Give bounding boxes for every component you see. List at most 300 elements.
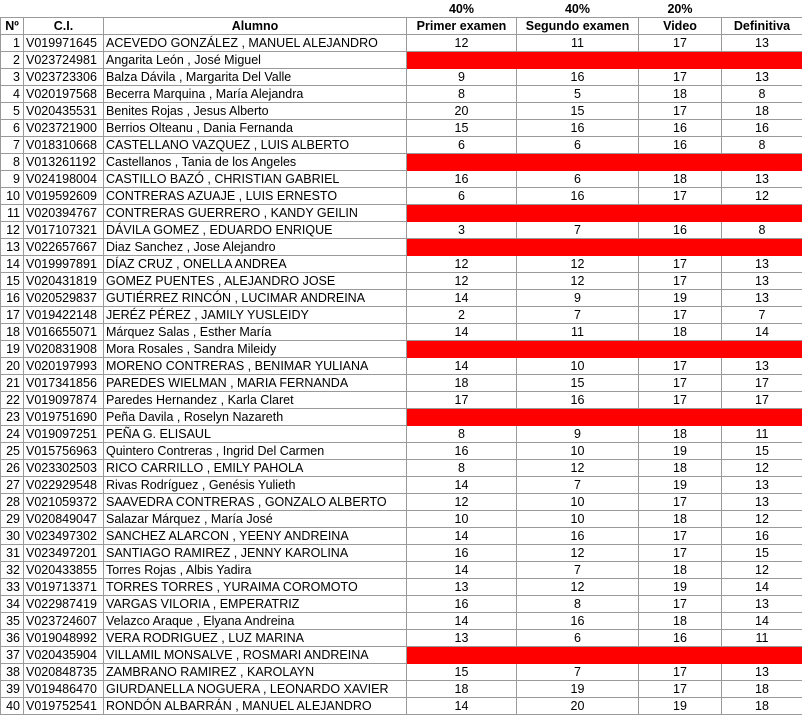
table-row xyxy=(1,664,802,681)
primer-examen-cell: 12 xyxy=(407,256,517,273)
segundo-examen-cell: 20 xyxy=(517,698,639,715)
cedula-cell: V021059372 xyxy=(24,494,104,511)
definitiva-cell xyxy=(722,239,802,256)
video-cell xyxy=(639,205,722,222)
video-cell: 16 xyxy=(639,137,722,154)
row-number: 3 xyxy=(1,69,24,86)
segundo-examen-cell: 16 xyxy=(517,613,639,630)
student-name-cell: Peña Davila , Roselyn Nazareth xyxy=(104,409,407,426)
header-definitiva: Definitiva xyxy=(722,18,802,35)
table-row xyxy=(1,630,802,647)
segundo-examen-cell: 16 xyxy=(517,120,639,137)
primer-examen-cell: 6 xyxy=(407,188,517,205)
cedula-cell: V019971645 xyxy=(24,35,104,52)
video-cell: 17 xyxy=(639,256,722,273)
primer-examen-cell: 10 xyxy=(407,511,517,528)
student-name-cell: DÍAZ CRUZ , ONELLA ANDREA xyxy=(104,256,407,273)
row-number: 36 xyxy=(1,630,24,647)
definitiva-cell: 12 xyxy=(722,562,802,579)
row-number: 6 xyxy=(1,120,24,137)
student-name-cell: SANCHEZ ALARCON , YEENY ANDREINA xyxy=(104,528,407,545)
definitiva-cell: 16 xyxy=(722,120,802,137)
table-row xyxy=(1,681,802,698)
student-name-cell: SANTIAGO RAMIREZ , JENNY KAROLINA xyxy=(104,545,407,562)
segundo-examen-cell: 16 xyxy=(517,188,639,205)
video-cell: 17 xyxy=(639,273,722,290)
video-cell: 18 xyxy=(639,562,722,579)
primer-examen-cell: 15 xyxy=(407,120,517,137)
video-cell: 18 xyxy=(639,511,722,528)
primer-examen-cell: 3 xyxy=(407,222,517,239)
definitiva-cell: 8 xyxy=(722,222,802,239)
cedula-cell: V019097251 xyxy=(24,426,104,443)
definitiva-cell: 13 xyxy=(722,35,802,52)
row-number: 20 xyxy=(1,358,24,375)
row-number: 30 xyxy=(1,528,24,545)
definitiva-cell: 13 xyxy=(722,290,802,307)
table-row xyxy=(1,647,802,664)
video-cell: 17 xyxy=(639,69,722,86)
definitiva-cell: 13 xyxy=(722,273,802,290)
row-number: 5 xyxy=(1,103,24,120)
segundo-examen-cell: 10 xyxy=(517,443,639,460)
cedula-cell: V020431819 xyxy=(24,273,104,290)
row-number: 37 xyxy=(1,647,24,664)
weight-segundo-examen: 40% xyxy=(517,1,639,18)
weights-blank-alumno xyxy=(104,1,407,18)
cedula-cell: V018310668 xyxy=(24,137,104,154)
table-row xyxy=(1,222,802,239)
video-cell: 17 xyxy=(639,392,722,409)
definitiva-cell: 14 xyxy=(722,613,802,630)
header-video: Video xyxy=(639,18,722,35)
row-number: 16 xyxy=(1,290,24,307)
student-name-cell: RICO CARRILLO , EMILY PAHOLA xyxy=(104,460,407,477)
row-number: 11 xyxy=(1,205,24,222)
segundo-examen-cell xyxy=(517,52,639,69)
video-cell: 16 xyxy=(639,120,722,137)
table-row xyxy=(1,358,802,375)
cedula-cell: V020849047 xyxy=(24,511,104,528)
primer-examen-cell xyxy=(407,239,517,256)
table-row xyxy=(1,460,802,477)
row-number: 17 xyxy=(1,307,24,324)
student-name-cell: PAREDES WIELMAN , MARIA FERNANDA xyxy=(104,375,407,392)
definitiva-cell: 15 xyxy=(722,443,802,460)
primer-examen-cell xyxy=(407,52,517,69)
cedula-cell: V020848735 xyxy=(24,664,104,681)
segundo-examen-cell: 19 xyxy=(517,681,639,698)
row-number: 31 xyxy=(1,545,24,562)
video-cell: 18 xyxy=(639,86,722,103)
segundo-examen-cell: 6 xyxy=(517,630,639,647)
table-row xyxy=(1,443,802,460)
table-row xyxy=(1,528,802,545)
video-cell: 17 xyxy=(639,681,722,698)
segundo-examen-cell: 12 xyxy=(517,256,639,273)
student-name-cell: CASTILLO BAZÓ , CHRISTIAN GABRIEL xyxy=(104,171,407,188)
video-cell: 17 xyxy=(639,307,722,324)
row-number: 32 xyxy=(1,562,24,579)
row-number: 4 xyxy=(1,86,24,103)
cedula-cell: V015756963 xyxy=(24,443,104,460)
student-name-cell: CONTRERAS AZUAJE , LUIS ERNESTO xyxy=(104,188,407,205)
primer-examen-cell: 14 xyxy=(407,613,517,630)
cedula-cell: V019097874 xyxy=(24,392,104,409)
primer-examen-cell xyxy=(407,409,517,426)
segundo-examen-cell: 9 xyxy=(517,426,639,443)
student-name-cell: Márquez Salas , Esther María xyxy=(104,324,407,341)
row-number: 33 xyxy=(1,579,24,596)
table-row xyxy=(1,137,802,154)
row-number: 34 xyxy=(1,596,24,613)
row-number: 8 xyxy=(1,154,24,171)
primer-examen-cell xyxy=(407,154,517,171)
definitiva-cell: 13 xyxy=(722,596,802,613)
primer-examen-cell: 15 xyxy=(407,664,517,681)
segundo-examen-cell xyxy=(517,341,639,358)
table-row xyxy=(1,35,802,52)
video-cell: 18 xyxy=(639,426,722,443)
cedula-cell: V023721900 xyxy=(24,120,104,137)
primer-examen-cell: 14 xyxy=(407,698,517,715)
header-num: Nº xyxy=(1,18,24,35)
row-number: 27 xyxy=(1,477,24,494)
video-cell: 17 xyxy=(639,188,722,205)
definitiva-cell: 17 xyxy=(722,375,802,392)
row-number: 1 xyxy=(1,35,24,52)
primer-examen-cell: 12 xyxy=(407,35,517,52)
row-number: 29 xyxy=(1,511,24,528)
definitiva-cell: 12 xyxy=(722,460,802,477)
definitiva-cell: 7 xyxy=(722,307,802,324)
segundo-examen-cell: 12 xyxy=(517,460,639,477)
definitiva-cell: 18 xyxy=(722,698,802,715)
primer-examen-cell: 8 xyxy=(407,86,517,103)
video-cell: 18 xyxy=(639,171,722,188)
cedula-cell: V023497201 xyxy=(24,545,104,562)
video-cell xyxy=(639,409,722,426)
cedula-cell: V019752541 xyxy=(24,698,104,715)
segundo-examen-cell: 15 xyxy=(517,103,639,120)
header-segundo-examen: Segundo examen xyxy=(517,18,639,35)
cedula-cell: V022929548 xyxy=(24,477,104,494)
row-number: 21 xyxy=(1,375,24,392)
student-name-cell: TORRES TORRES , YURAIMA COROMOTO xyxy=(104,579,407,596)
definitiva-cell: 14 xyxy=(722,579,802,596)
student-name-cell: RONDÓN ALBARRÁN , MANUEL ALEJANDRO xyxy=(104,698,407,715)
row-number: 35 xyxy=(1,613,24,630)
segundo-examen-cell: 6 xyxy=(517,137,639,154)
video-cell: 16 xyxy=(639,630,722,647)
video-cell: 17 xyxy=(639,596,722,613)
student-name-cell: Diaz Sanchez , Jose Alejandro xyxy=(104,239,407,256)
primer-examen-cell: 6 xyxy=(407,137,517,154)
cedula-cell: V023724607 xyxy=(24,613,104,630)
video-cell: 17 xyxy=(639,103,722,120)
segundo-examen-cell: 7 xyxy=(517,222,639,239)
cedula-cell: V020435904 xyxy=(24,647,104,664)
student-name-cell: VARGAS VILORIA , EMPERATRIZ xyxy=(104,596,407,613)
student-name-cell: Mora Rosales , Sandra Mileidy xyxy=(104,341,407,358)
table-row xyxy=(1,392,802,409)
primer-examen-cell: 17 xyxy=(407,392,517,409)
video-cell: 17 xyxy=(639,528,722,545)
video-cell: 19 xyxy=(639,290,722,307)
row-number: 22 xyxy=(1,392,24,409)
definitiva-cell: 12 xyxy=(722,188,802,205)
cedula-cell: V019997891 xyxy=(24,256,104,273)
table-row xyxy=(1,613,802,630)
student-name-cell: PEÑA G. ELISAUL xyxy=(104,426,407,443)
student-name-cell: Berrios Olteanu , Dania Fernanda xyxy=(104,120,407,137)
segundo-examen-cell: 7 xyxy=(517,664,639,681)
definitiva-cell: 18 xyxy=(722,681,802,698)
segundo-examen-cell: 12 xyxy=(517,273,639,290)
row-number: 38 xyxy=(1,664,24,681)
table-row xyxy=(1,290,802,307)
cedula-cell: V019751690 xyxy=(24,409,104,426)
row-number: 14 xyxy=(1,256,24,273)
table-row xyxy=(1,494,802,511)
primer-examen-cell: 13 xyxy=(407,579,517,596)
primer-examen-cell: 8 xyxy=(407,426,517,443)
primer-examen-cell: 13 xyxy=(407,630,517,647)
row-number: 15 xyxy=(1,273,24,290)
header-primer-examen: Primer examen xyxy=(407,18,517,35)
row-number: 25 xyxy=(1,443,24,460)
row-number: 39 xyxy=(1,681,24,698)
row-number: 9 xyxy=(1,171,24,188)
primer-examen-cell: 16 xyxy=(407,545,517,562)
video-cell: 17 xyxy=(639,545,722,562)
table-row xyxy=(1,409,802,426)
definitiva-cell: 12 xyxy=(722,511,802,528)
cedula-cell: V019048992 xyxy=(24,630,104,647)
video-cell: 19 xyxy=(639,579,722,596)
video-cell: 17 xyxy=(639,358,722,375)
video-cell: 16 xyxy=(639,222,722,239)
student-name-cell: ACEVEDO GONZÁLEZ , MANUEL ALEJANDRO xyxy=(104,35,407,52)
definitiva-cell: 11 xyxy=(722,630,802,647)
definitiva-cell: 13 xyxy=(722,664,802,681)
segundo-examen-cell: 10 xyxy=(517,494,639,511)
row-number: 19 xyxy=(1,341,24,358)
definitiva-cell: 17 xyxy=(722,392,802,409)
table-row xyxy=(1,154,802,171)
video-cell xyxy=(639,52,722,69)
student-name-cell: DÁVILA GOMEZ , EDUARDO ENRIQUE xyxy=(104,222,407,239)
table-row xyxy=(1,375,802,392)
student-name-cell: Rivas Rodríguez , Genésis Yulieth xyxy=(104,477,407,494)
table-row xyxy=(1,273,802,290)
row-number: 7 xyxy=(1,137,24,154)
video-cell: 19 xyxy=(639,698,722,715)
primer-examen-cell: 12 xyxy=(407,494,517,511)
definitiva-cell xyxy=(722,52,802,69)
cedula-cell: V023497302 xyxy=(24,528,104,545)
video-cell: 19 xyxy=(639,443,722,460)
definitiva-cell xyxy=(722,205,802,222)
row-number: 26 xyxy=(1,460,24,477)
segundo-examen-cell: 12 xyxy=(517,545,639,562)
primer-examen-cell: 16 xyxy=(407,171,517,188)
header-row xyxy=(1,18,802,35)
primer-examen-cell: 8 xyxy=(407,460,517,477)
table-row xyxy=(1,120,802,137)
primer-examen-cell: 14 xyxy=(407,562,517,579)
segundo-examen-cell: 9 xyxy=(517,290,639,307)
student-name-cell: GUTIÉRREZ RINCÓN , LUCIMAR ANDREINA xyxy=(104,290,407,307)
definitiva-cell xyxy=(722,341,802,358)
row-number: 28 xyxy=(1,494,24,511)
primer-examen-cell xyxy=(407,205,517,222)
video-cell xyxy=(639,341,722,358)
student-name-cell: VILLAMIL MONSALVE , ROSMARI ANDREINA xyxy=(104,647,407,664)
cedula-cell: V024198004 xyxy=(24,171,104,188)
video-cell: 17 xyxy=(639,494,722,511)
video-cell xyxy=(639,154,722,171)
weights-blank-definitiva xyxy=(722,1,802,18)
cedula-cell: V017341856 xyxy=(24,375,104,392)
header-alumno: Alumno xyxy=(104,18,407,35)
segundo-examen-cell: 15 xyxy=(517,375,639,392)
student-name-cell: CASTELLANO VAZQUEZ , LUIS ALBERTO xyxy=(104,137,407,154)
primer-examen-cell: 12 xyxy=(407,273,517,290)
cedula-cell: V013261192 xyxy=(24,154,104,171)
table-row xyxy=(1,205,802,222)
primer-examen-cell: 18 xyxy=(407,681,517,698)
cedula-cell: V023724981 xyxy=(24,52,104,69)
primer-examen-cell: 16 xyxy=(407,443,517,460)
definitiva-cell: 13 xyxy=(722,69,802,86)
student-name-cell: Balza Dávila , Margarita Del Valle xyxy=(104,69,407,86)
video-cell: 18 xyxy=(639,460,722,477)
primer-examen-cell: 14 xyxy=(407,528,517,545)
table-row xyxy=(1,477,802,494)
student-name-cell: Paredes Hernandez , Karla Claret xyxy=(104,392,407,409)
cedula-cell: V017107321 xyxy=(24,222,104,239)
segundo-examen-cell: 12 xyxy=(517,579,639,596)
primer-examen-cell xyxy=(407,647,517,664)
table-row xyxy=(1,596,802,613)
video-cell xyxy=(639,647,722,664)
segundo-examen-cell: 16 xyxy=(517,392,639,409)
table-row xyxy=(1,86,802,103)
definitiva-cell: 13 xyxy=(722,171,802,188)
student-name-cell: SAAVEDRA CONTRERAS , GONZALO ALBERTO xyxy=(104,494,407,511)
student-name-cell: ZAMBRANO RAMIREZ , KAROLAYN xyxy=(104,664,407,681)
cedula-cell: V020197993 xyxy=(24,358,104,375)
table-row xyxy=(1,188,802,205)
segundo-examen-cell: 11 xyxy=(517,324,639,341)
student-name-cell: CONTRERAS GUERRERO , KANDY GEILIN xyxy=(104,205,407,222)
cedula-cell: V019713371 xyxy=(24,579,104,596)
definitiva-cell: 11 xyxy=(722,426,802,443)
definitiva-cell: 13 xyxy=(722,477,802,494)
student-name-cell: Benites Rojas , Jesus Alberto xyxy=(104,103,407,120)
cedula-cell: V016655071 xyxy=(24,324,104,341)
primer-examen-cell: 9 xyxy=(407,69,517,86)
video-cell: 17 xyxy=(639,375,722,392)
student-name-cell: JERÉZ PÉREZ , JAMILY YUSLEIDY xyxy=(104,307,407,324)
segundo-examen-cell xyxy=(517,205,639,222)
weight-video: 20% xyxy=(639,1,722,18)
segundo-examen-cell: 8 xyxy=(517,596,639,613)
definitiva-cell: 8 xyxy=(722,137,802,154)
weights-blank-ci xyxy=(24,1,104,18)
row-number: 23 xyxy=(1,409,24,426)
header-ci: C.I. xyxy=(24,18,104,35)
student-name-cell: Castellanos , Tania de los Angeles xyxy=(104,154,407,171)
primer-examen-cell: 16 xyxy=(407,596,517,613)
segundo-examen-cell xyxy=(517,239,639,256)
definitiva-cell: 16 xyxy=(722,528,802,545)
cedula-cell: V023302503 xyxy=(24,460,104,477)
table-row xyxy=(1,69,802,86)
cedula-cell: V022657667 xyxy=(24,239,104,256)
row-number: 10 xyxy=(1,188,24,205)
table-row xyxy=(1,103,802,120)
table-row xyxy=(1,307,802,324)
segundo-examen-cell: 10 xyxy=(517,358,639,375)
video-cell: 18 xyxy=(639,324,722,341)
table-row xyxy=(1,52,802,69)
cedula-cell: V022987419 xyxy=(24,596,104,613)
table-row xyxy=(1,562,802,579)
definitiva-cell xyxy=(722,409,802,426)
segundo-examen-cell xyxy=(517,409,639,426)
definitiva-cell xyxy=(722,647,802,664)
student-name-cell: MORENO CONTRERAS , BENIMAR YULIANA xyxy=(104,358,407,375)
video-cell: 18 xyxy=(639,613,722,630)
segundo-examen-cell: 7 xyxy=(517,477,639,494)
student-name-cell: VERA RODRIGUEZ , LUZ MARINA xyxy=(104,630,407,647)
cedula-cell: V020435531 xyxy=(24,103,104,120)
video-cell: 19 xyxy=(639,477,722,494)
definitiva-cell: 13 xyxy=(722,358,802,375)
definitiva-cell xyxy=(722,154,802,171)
segundo-examen-cell: 10 xyxy=(517,511,639,528)
row-number: 2 xyxy=(1,52,24,69)
table-row xyxy=(1,545,802,562)
row-number: 18 xyxy=(1,324,24,341)
definitiva-cell: 14 xyxy=(722,324,802,341)
segundo-examen-cell: 11 xyxy=(517,35,639,52)
definitiva-cell: 13 xyxy=(722,256,802,273)
video-cell: 17 xyxy=(639,664,722,681)
student-name-cell: Torres Rojas , Albis Yadira xyxy=(104,562,407,579)
table-row xyxy=(1,698,802,715)
video-cell: 17 xyxy=(639,35,722,52)
table-row xyxy=(1,579,802,596)
weight-primer-examen: 40% xyxy=(407,1,517,18)
row-number: 24 xyxy=(1,426,24,443)
row-number: 40 xyxy=(1,698,24,715)
segundo-examen-cell xyxy=(517,647,639,664)
student-name-cell: GIURDANELLA NOGUERA , LEONARDO XAVIER xyxy=(104,681,407,698)
table-row xyxy=(1,239,802,256)
definitiva-cell: 18 xyxy=(722,103,802,120)
row-number: 12 xyxy=(1,222,24,239)
table-row xyxy=(1,341,802,358)
segundo-examen-cell: 16 xyxy=(517,528,639,545)
table-row xyxy=(1,426,802,443)
student-name-cell: Angarita León , José Miguel xyxy=(104,52,407,69)
weights-blank-num xyxy=(1,1,24,18)
cedula-cell: V023723306 xyxy=(24,69,104,86)
cedula-cell: V020529837 xyxy=(24,290,104,307)
